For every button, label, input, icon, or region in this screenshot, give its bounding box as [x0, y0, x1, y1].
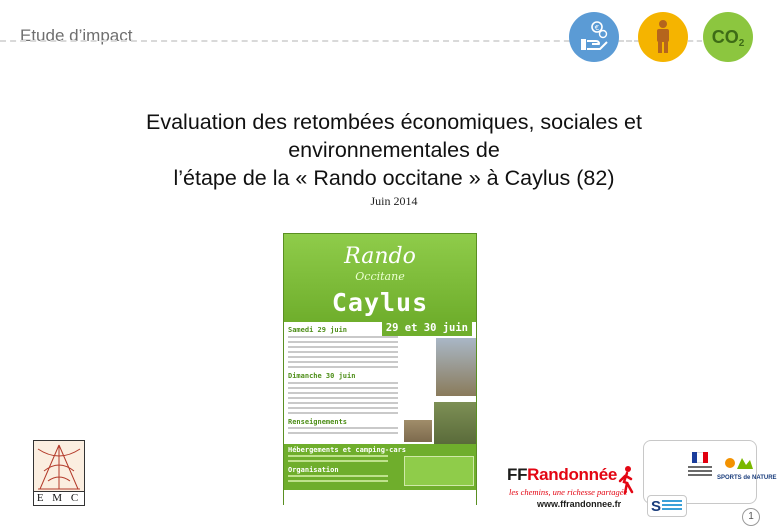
sde-letter: S: [651, 498, 662, 515]
emc-logo-text: E M C: [34, 491, 84, 505]
social-indicator: [638, 12, 688, 62]
ffr-slogan: les chemins, une richesse partagée: [509, 487, 628, 497]
poster-info-box: [404, 456, 474, 486]
poster-photo: [434, 402, 476, 444]
poster-section: Samedi 29 juin: [288, 326, 348, 334]
sports-nature-icon: [720, 455, 754, 471]
poster-text-lines: [288, 475, 388, 485]
money-hand-icon: [576, 19, 612, 55]
title-line-3: l’étape de la « Rando occitane » à Caylus (82): [173, 166, 615, 190]
poster-text-lines: [288, 382, 398, 417]
event-poster: [283, 233, 477, 505]
emc-emblem-icon: [34, 441, 84, 491]
header-rule: [618, 40, 640, 42]
poster-city: Caylus: [331, 288, 429, 317]
poster-section: Renseignements: [288, 418, 348, 426]
ffrandonnee-logo: [507, 465, 637, 513]
header-rule: [0, 40, 590, 42]
title-block: [60, 108, 728, 209]
poster-subheading: Occitane: [355, 270, 405, 283]
person-icon: [648, 19, 678, 55]
header-label: Etude d’impact: [20, 26, 133, 45]
french-flag-icon: [692, 452, 708, 463]
header-rule: [688, 40, 702, 42]
poster-section: Hébergements et camping-cars: [288, 446, 407, 454]
page-number: 1: [742, 508, 760, 526]
poster-text-lines: [288, 336, 398, 371]
poster-section: Dimanche 30 juin: [288, 372, 356, 380]
poster-text-lines: [288, 455, 388, 465]
ffr-url: www.ffrandonnee.fr: [537, 499, 622, 509]
title-line-2: environnementales de: [288, 138, 500, 162]
sde-logo: [647, 495, 687, 517]
co2-icon: $CO_2$: [711, 26, 745, 49]
poster-sponsor-strip: [284, 490, 476, 506]
poster-dates: 29 et 30 juin: [382, 320, 472, 336]
poster-photo: [436, 338, 476, 396]
document-date: Juin 2014: [370, 194, 418, 208]
poster-photo: [404, 420, 432, 442]
sports-nature-label: SPORTS de NATURE: [717, 475, 777, 481]
emc-logo: [33, 440, 85, 506]
poster-text-lines: [288, 427, 398, 437]
economic-indicator: [569, 12, 619, 62]
sde-text-lines: [662, 500, 682, 512]
poster-section: Organisation: [288, 466, 339, 474]
poster-heading: Rando: [344, 244, 416, 269]
republique-text-lines: [688, 466, 712, 478]
ffr-name: FFRandonnée: [507, 465, 618, 484]
environmental-indicator: [703, 12, 753, 62]
title-line-1: Evaluation des retombées économiques, sociales et: [146, 110, 642, 134]
svg-text:€: €: [594, 24, 600, 32]
